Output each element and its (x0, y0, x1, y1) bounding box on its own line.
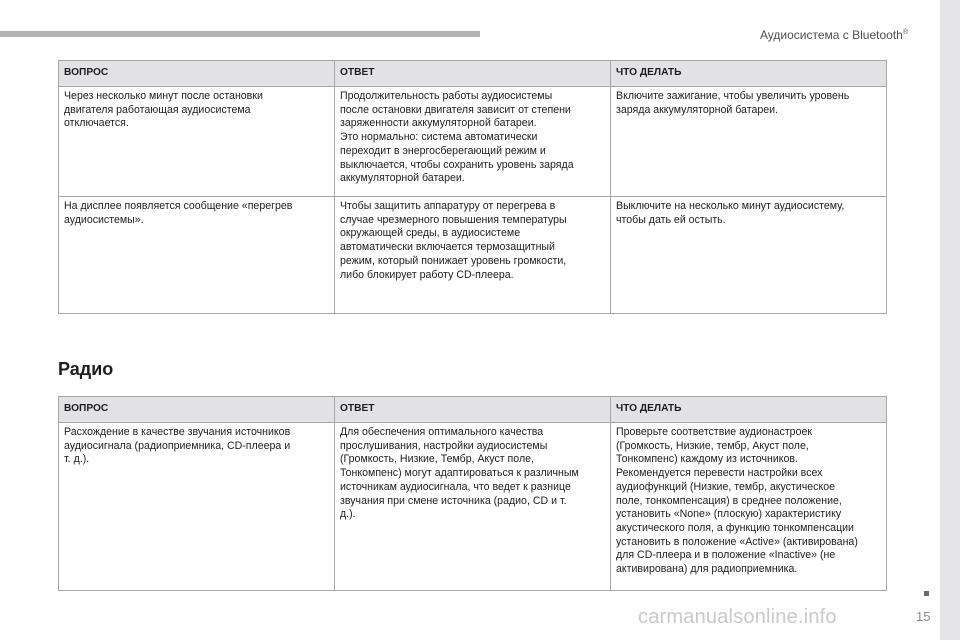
page-marker-square (924, 591, 929, 596)
table-row (59, 423, 887, 591)
answer-text: Для обеспечения оптимального качества прослушивания, настройки аудиосистемы (Громкость, Низкие, Тембр, Акуст поле, Тонкомпенс) могут адаптироваться к различным источникам аудиосигнала, что ведет к разнице звучания при смене источника (радио, CD и т. д.). (340, 426, 579, 521)
action-text: Включите зажигание, чтобы увеличить уровень заряда аккумуляторной батареи. (616, 90, 850, 116)
table-cell (59, 197, 335, 314)
column-header-action: ЧТО ДЕЛАТЬ (611, 397, 887, 423)
page-number: 15 (916, 609, 931, 624)
table-row (59, 87, 887, 197)
action-text: Выключите на несколько минут аудиосистему, чтобы дать ей остыть. (616, 200, 845, 226)
audio-faq-table (58, 60, 887, 314)
question-text: Через несколько минут после остановки двигателя работающая аудиосистема отключается. (64, 90, 263, 130)
table-header-row (59, 61, 887, 87)
column-header-answer: ОТВЕТ (335, 61, 611, 87)
table-cell (611, 87, 887, 197)
answer-text: Чтобы защитить аппаратуру от перегрева в случае чрезмерного повышения температуры окружающей среды, в аудиосистеме автоматически включается термозащитный режим, который понижает уровень громкости, либо блокирует работу CD-плеера. (340, 200, 567, 281)
table-cell (59, 87, 335, 197)
header-rule (0, 31, 480, 37)
question-text: На дисплее появляется сообщение «перегрев аудиосистемы». (64, 200, 293, 226)
section-title: Аудиосистема с Bluetooth® (759, 28, 908, 42)
column-header-action: ЧТО ДЕЛАТЬ (611, 61, 887, 87)
table-cell (611, 423, 887, 591)
table-cell (59, 423, 335, 591)
table-row (59, 197, 887, 314)
table-cell (335, 197, 611, 314)
radio-faq-table (58, 396, 887, 591)
answer-text: Продолжительность работы аудиосистемы после остановки двигателя зависит от степени заряженности аккумуляторной батареи. Это нормально: система автоматически переходит в энергосберегающий режим и выключается, чтобы сохранить уровень заряда аккумуляторной батареи. (340, 90, 574, 185)
table-cell (611, 197, 887, 314)
column-header-answer: ОТВЕТ (335, 397, 611, 423)
table-cell (335, 423, 611, 591)
column-header-question: ВОПРОС (59, 397, 335, 423)
watermark: carmanualsonline.info (638, 606, 837, 628)
column-header-question: ВОПРОС (59, 61, 335, 87)
question-text: Расхождение в качестве звучания источников аудиосигнала (радиоприемника, CD-плеера и т. д.). (64, 426, 291, 466)
table-header-row (59, 397, 887, 423)
page-edge-strip (940, 0, 960, 640)
action-text: Проверьте соответствие аудионастроек (Громкость, Низкие, тембр, Акуст поле, Тонкомпенс) каждому из источников. Рекомендуется перевести настройки всех аудиофункций (Низкие, тембр, акустическое поле, тонкомпенсация) в среднее положение, установить «None» (плоскую) характеристику акустического поля, а функцию тонкомпенсации установить в положение «Active» (активирована) для CD-плеера и в положение «Inactive» (не активирована) для радиоприемника. (616, 426, 858, 576)
radio-section-title: Радио (58, 359, 114, 379)
table-cell (335, 87, 611, 197)
registered-mark: ® (902, 29, 908, 36)
